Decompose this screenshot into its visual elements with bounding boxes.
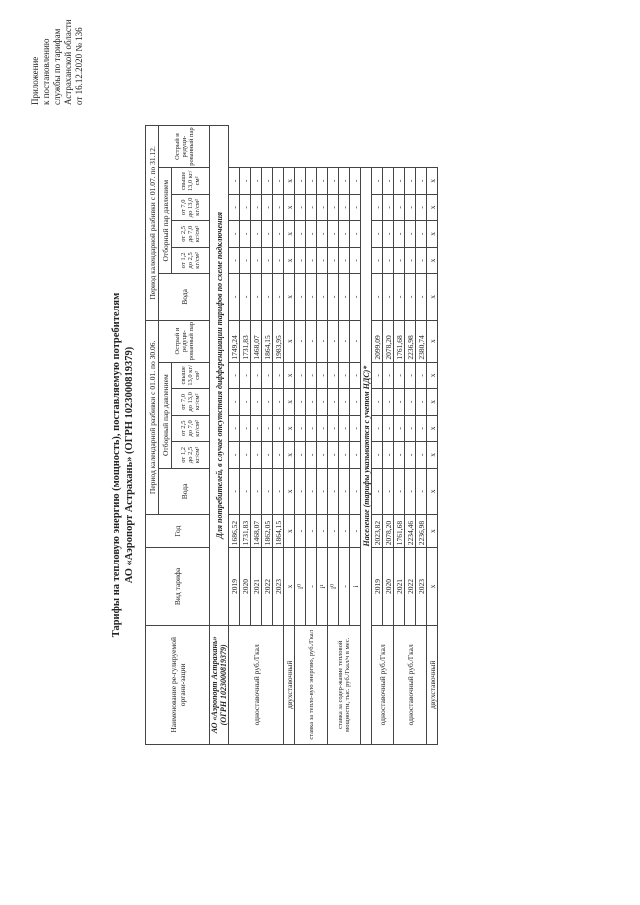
year-cell: 2022 [405, 548, 416, 625]
steam-value: - [240, 194, 251, 221]
value-cell: x [284, 247, 295, 274]
value-cell: x [284, 442, 295, 469]
tariff-type: двухставочный [284, 625, 295, 744]
steam-value: - [394, 221, 405, 248]
water-value: 2236,98 [405, 320, 416, 362]
value-cell: - [350, 221, 361, 248]
value-cell: - [295, 221, 306, 248]
value-cell: - [339, 515, 350, 548]
org-name: АО «Аэропорт Астрахань» (ОГРН 1023000819379) [210, 625, 229, 744]
steam-value: - [229, 389, 240, 416]
water-value: 1749,24 [229, 320, 240, 362]
steam-value: - [372, 274, 383, 320]
table-row [295, 126, 306, 745]
tariff-type: ставка за содер-жание тепловой мощности, тыс. руб./Гкал/ч в мес. [328, 625, 361, 744]
title-line: Тарифы на тепловую энергию (мощность), поставляемую потребителям [111, 292, 122, 638]
value-cell: - [339, 362, 350, 389]
steam-value: - [251, 247, 262, 274]
value-cell: - [350, 362, 361, 389]
value-cell: - [328, 515, 339, 548]
steam-value: - [262, 362, 273, 389]
appendix-line: к постановлению [41, 38, 51, 105]
steam-value: - [394, 442, 405, 469]
value-cell: - [350, 389, 361, 416]
header-pressure: от 1,2 до 2,5 кг/см² [172, 442, 210, 469]
value-cell: - [350, 274, 361, 320]
steam-value: - [229, 468, 240, 514]
steam-value: - [229, 247, 240, 274]
steam-value: - [416, 468, 427, 514]
value-cell: - [339, 168, 350, 195]
steam-value: - [394, 168, 405, 195]
header-year: Год [146, 515, 210, 548]
value-cell: x [284, 320, 295, 362]
value-cell: x [284, 194, 295, 221]
value-cell: - [317, 415, 328, 442]
water-value: 1864,15 [262, 320, 273, 362]
value-cell: - [306, 320, 317, 362]
value-cell: - [328, 415, 339, 442]
water-value: 1761,68 [394, 515, 405, 548]
steam-value: - [273, 415, 284, 442]
steam-value: - [416, 362, 427, 389]
value-cell: - [306, 415, 317, 442]
water-value: 1731,83 [240, 515, 251, 548]
steam-value: - [372, 194, 383, 221]
value-cell: - [295, 515, 306, 548]
steam-value: - [240, 247, 251, 274]
steam-value: - [383, 468, 394, 514]
value-cell: x [427, 415, 438, 442]
steam-value: - [273, 274, 284, 320]
steam-value: - [405, 221, 416, 248]
value-cell: - [306, 389, 317, 416]
value-cell: - [350, 442, 361, 469]
water-value: 2236,98 [416, 515, 427, 548]
steam-value: - [229, 362, 240, 389]
value-cell: - [306, 468, 317, 514]
year-cell: i [350, 548, 361, 625]
header-pressure: от 7,0 до 13,0 кг/см² [172, 389, 210, 416]
steam-value: - [405, 389, 416, 416]
steam-value: - [262, 194, 273, 221]
value-cell: - [328, 168, 339, 195]
appendix-line: службы по тарифам [52, 28, 62, 105]
steam-value: - [416, 389, 427, 416]
steam-value: - [416, 168, 427, 195]
value-cell: - [350, 515, 361, 548]
steam-value: - [394, 389, 405, 416]
steam-value: - [229, 221, 240, 248]
water-value: 1761,68 [394, 320, 405, 362]
steam-value: - [372, 415, 383, 442]
header-steam: Отборный пар давлением [159, 362, 172, 468]
steam-value: - [394, 468, 405, 514]
value-cell: - [350, 415, 361, 442]
steam-value: - [251, 274, 262, 320]
value-cell: - [306, 221, 317, 248]
table-row [394, 126, 405, 745]
value-cell: - [306, 247, 317, 274]
header-water: Вода [159, 468, 210, 514]
tariff-type: одноставочный руб./Гкал [394, 625, 427, 744]
water-value: 2023,82 [372, 515, 383, 548]
steam-value: - [405, 168, 416, 195]
steam-value: - [405, 247, 416, 274]
value-cell: x [427, 468, 438, 514]
value-cell: - [295, 168, 306, 195]
value-cell: - [295, 247, 306, 274]
steam-value: - [372, 442, 383, 469]
value-cell: - [306, 168, 317, 195]
value-cell: x [427, 442, 438, 469]
year-cell: i⁰ [328, 548, 339, 625]
steam-value: - [262, 442, 273, 469]
value-cell: - [328, 362, 339, 389]
steam-value: - [383, 442, 394, 469]
value-cell: x [427, 274, 438, 320]
value-cell: - [295, 362, 306, 389]
steam-value: - [416, 442, 427, 469]
steam-value: - [251, 168, 262, 195]
steam-value: - [383, 221, 394, 248]
water-value: 2078,20 [383, 320, 394, 362]
value-cell: x [427, 247, 438, 274]
tariff-type: одноставочный руб./Гкал [372, 625, 394, 744]
steam-value: - [394, 362, 405, 389]
steam-value: - [405, 415, 416, 442]
steam-value: - [372, 168, 383, 195]
steam-value: - [416, 415, 427, 442]
year-cell: 2020 [240, 548, 251, 625]
steam-value: - [262, 221, 273, 248]
water-value: 1686,52 [229, 515, 240, 548]
steam-value: - [240, 168, 251, 195]
steam-value: - [383, 194, 394, 221]
value-cell: - [339, 468, 350, 514]
steam-value: - [240, 415, 251, 442]
header-pressure: от 7,0 до 13,0 кг/см² [172, 194, 210, 221]
value-cell: x [284, 274, 295, 320]
water-value: 2380,74 [416, 320, 427, 362]
year-cell: 2019 [372, 548, 383, 625]
value-cell: - [350, 468, 361, 514]
steam-value: - [240, 274, 251, 320]
table-row [361, 126, 372, 745]
year-cell: 2021 [394, 548, 405, 625]
value-cell: x [427, 168, 438, 195]
appendix-line: Приложение [30, 56, 40, 105]
tariff-type: ставка за тепло-вую энергию, руб./Гкал [295, 625, 328, 744]
steam-value: - [372, 247, 383, 274]
water-value: 1468,07 [251, 320, 262, 362]
year-cell: 2021 [251, 548, 262, 625]
steam-value: - [273, 362, 284, 389]
value-cell: - [339, 320, 350, 362]
steam-value: - [273, 247, 284, 274]
steam-value: - [251, 362, 262, 389]
value-cell: - [339, 389, 350, 416]
steam-value: - [394, 194, 405, 221]
value-cell: - [317, 362, 328, 389]
year-cell: 2022 [262, 548, 273, 625]
value-cell: - [328, 194, 339, 221]
steam-value: - [394, 415, 405, 442]
steam-value: - [383, 274, 394, 320]
header-pressure: свыше 13,0 кг/см² [172, 168, 210, 195]
steam-value: - [273, 468, 284, 514]
steam-value: - [251, 442, 262, 469]
value-cell: - [328, 468, 339, 514]
header-pressure: от 2,5 до 7,0 кг/см² [172, 415, 210, 442]
value-cell: x [284, 168, 295, 195]
steam-value: - [262, 168, 273, 195]
steam-value: - [262, 468, 273, 514]
value-cell: - [328, 442, 339, 469]
header-org: Наименование ре-гулируемой органи-зации [146, 625, 210, 744]
value-cell: - [328, 247, 339, 274]
steam-value: - [372, 362, 383, 389]
steam-value: - [416, 274, 427, 320]
header-period2: Период календарной разбивки с 01.07. по 31.12. [146, 126, 159, 321]
value-cell: - [350, 247, 361, 274]
steam-value: - [251, 221, 262, 248]
steam-value: - [251, 415, 262, 442]
steam-value: - [416, 247, 427, 274]
steam-value: - [251, 389, 262, 416]
steam-value: - [405, 468, 416, 514]
tariff-type: одноставочный руб./Гкал [229, 625, 284, 744]
steam-value: - [229, 442, 240, 469]
value-cell: - [295, 389, 306, 416]
water-value: 1731,83 [240, 320, 251, 362]
value-cell: x [427, 362, 438, 389]
value-cell: x [427, 320, 438, 362]
value-cell: - [306, 274, 317, 320]
value-cell: - [339, 442, 350, 469]
steam-value: - [416, 194, 427, 221]
section-heading: Для потребителей, в случае отсутствия дифференциации тарифов по схеме подключения [210, 126, 229, 626]
value-cell: - [295, 415, 306, 442]
value-cell: - [317, 194, 328, 221]
value-cell: x [427, 221, 438, 248]
steam-value: - [240, 362, 251, 389]
value-cell: - [317, 247, 328, 274]
steam-value: - [372, 468, 383, 514]
water-value: 1862,05 [262, 515, 273, 548]
steam-value: - [383, 415, 394, 442]
value-cell: - [339, 274, 350, 320]
value-cell: - [328, 221, 339, 248]
value-cell: - [295, 468, 306, 514]
steam-value: - [240, 221, 251, 248]
steam-value: - [229, 415, 240, 442]
value-cell: - [339, 221, 350, 248]
value-cell: x [284, 515, 295, 548]
steam-value: - [405, 362, 416, 389]
year-cell: i¹ [317, 548, 328, 625]
steam-value: - [372, 389, 383, 416]
steam-value: - [405, 274, 416, 320]
value-cell: x [427, 389, 438, 416]
steam-value: - [383, 168, 394, 195]
value-cell: - [295, 274, 306, 320]
year-cell: 2020 [383, 548, 394, 625]
value-cell: - [339, 247, 350, 274]
steam-value: - [229, 168, 240, 195]
year-cell: 2019 [229, 548, 240, 625]
water-value: 2099,09 [372, 320, 383, 362]
table-row [372, 126, 383, 745]
value-cell: - [317, 320, 328, 362]
steam-value: - [405, 194, 416, 221]
value-cell: - [350, 194, 361, 221]
year-cell: i⁰ [295, 548, 306, 625]
steam-value: - [416, 221, 427, 248]
steam-value: - [273, 194, 284, 221]
value-cell: x [284, 415, 295, 442]
value-cell: - [328, 274, 339, 320]
steam-value: - [405, 442, 416, 469]
water-value: 2078,20 [383, 515, 394, 548]
steam-value: - [383, 389, 394, 416]
value-cell: - [306, 442, 317, 469]
value-cell: - [317, 389, 328, 416]
steam-value: - [273, 221, 284, 248]
value-cell: x [427, 194, 438, 221]
tariff-type: двухставочный [427, 625, 438, 744]
steam-value: - [262, 389, 273, 416]
value-cell: x [284, 221, 295, 248]
value-cell: - [306, 194, 317, 221]
value-cell: - [306, 515, 317, 548]
steam-value: - [262, 274, 273, 320]
value-cell: - [317, 442, 328, 469]
header-sharp: Острый и редуци-рованный пар [159, 126, 210, 168]
value-cell: - [317, 468, 328, 514]
value-cell: - [339, 415, 350, 442]
steam-value: - [383, 247, 394, 274]
steam-value: - [372, 221, 383, 248]
appendix-line: от 16.12.2020 № 136 [74, 27, 84, 105]
value-cell: - [317, 515, 328, 548]
value-cell: - [295, 442, 306, 469]
value-cell: - [328, 320, 339, 362]
steam-value: - [273, 442, 284, 469]
water-value: 2234,46 [405, 515, 416, 548]
value-cell: - [317, 221, 328, 248]
header-period1: Период календарной разбивки с 01.01. по 30.06. [146, 320, 159, 514]
steam-value: - [262, 415, 273, 442]
value-cell: - [350, 320, 361, 362]
value-cell: - [317, 274, 328, 320]
steam-value: - [262, 247, 273, 274]
table-row [427, 126, 438, 745]
table-row [328, 126, 339, 745]
header-steam: Отборный пар давлением [159, 168, 172, 274]
steam-value: - [240, 468, 251, 514]
table-row [284, 126, 295, 745]
value-cell: x [284, 362, 295, 389]
tariff-table [145, 125, 438, 745]
header-pressure: свыше 13,0 кг/см² [172, 362, 210, 389]
value-cell: x [284, 468, 295, 514]
water-value: 1983,95 [273, 320, 284, 362]
steam-value: - [229, 194, 240, 221]
header-pressure: от 2,5 до 7,0 кг/см² [172, 221, 210, 248]
year-cell: x [284, 548, 295, 625]
value-cell: - [295, 194, 306, 221]
value-cell: - [339, 194, 350, 221]
title-line: АО «Аэропорт Астрахань» (ОГРН 1023000819379) [124, 346, 135, 584]
header-tariff: Вид тарифа [146, 548, 210, 625]
steam-value: - [251, 468, 262, 514]
year-cell: 2023 [416, 548, 427, 625]
value-cell: - [328, 389, 339, 416]
steam-value: - [240, 442, 251, 469]
year-cell: x [427, 548, 438, 625]
section-heading: Население (тарифы указываются с учетом НДС)* [361, 168, 372, 745]
steam-value: - [394, 274, 405, 320]
year-cell: 2023 [273, 548, 284, 625]
steam-value: - [383, 362, 394, 389]
steam-value: - [273, 389, 284, 416]
value-cell: - [350, 168, 361, 195]
value-cell: - [317, 168, 328, 195]
header-sharp: Острый и редуци-рованный пар [159, 320, 210, 362]
water-value: 1864,15 [273, 515, 284, 548]
steam-value: - [273, 168, 284, 195]
header-pressure: от 1,2 до 2,5 кг/см² [172, 247, 210, 274]
steam-value: - [251, 194, 262, 221]
value-cell: - [295, 320, 306, 362]
table-row [229, 126, 240, 745]
steam-value: - [394, 247, 405, 274]
water-value: 1468,07 [251, 515, 262, 548]
value-cell: x [427, 515, 438, 548]
value-cell: - [306, 362, 317, 389]
appendix-line: Астраханской области [63, 19, 73, 105]
header-water: Вода [159, 274, 210, 320]
steam-value: - [229, 274, 240, 320]
year-cell: - [306, 548, 317, 625]
year-cell: - [339, 548, 350, 625]
appendix-note [30, 5, 85, 105]
value-cell: x [284, 389, 295, 416]
steam-value: - [240, 389, 251, 416]
document-title [110, 205, 136, 725]
